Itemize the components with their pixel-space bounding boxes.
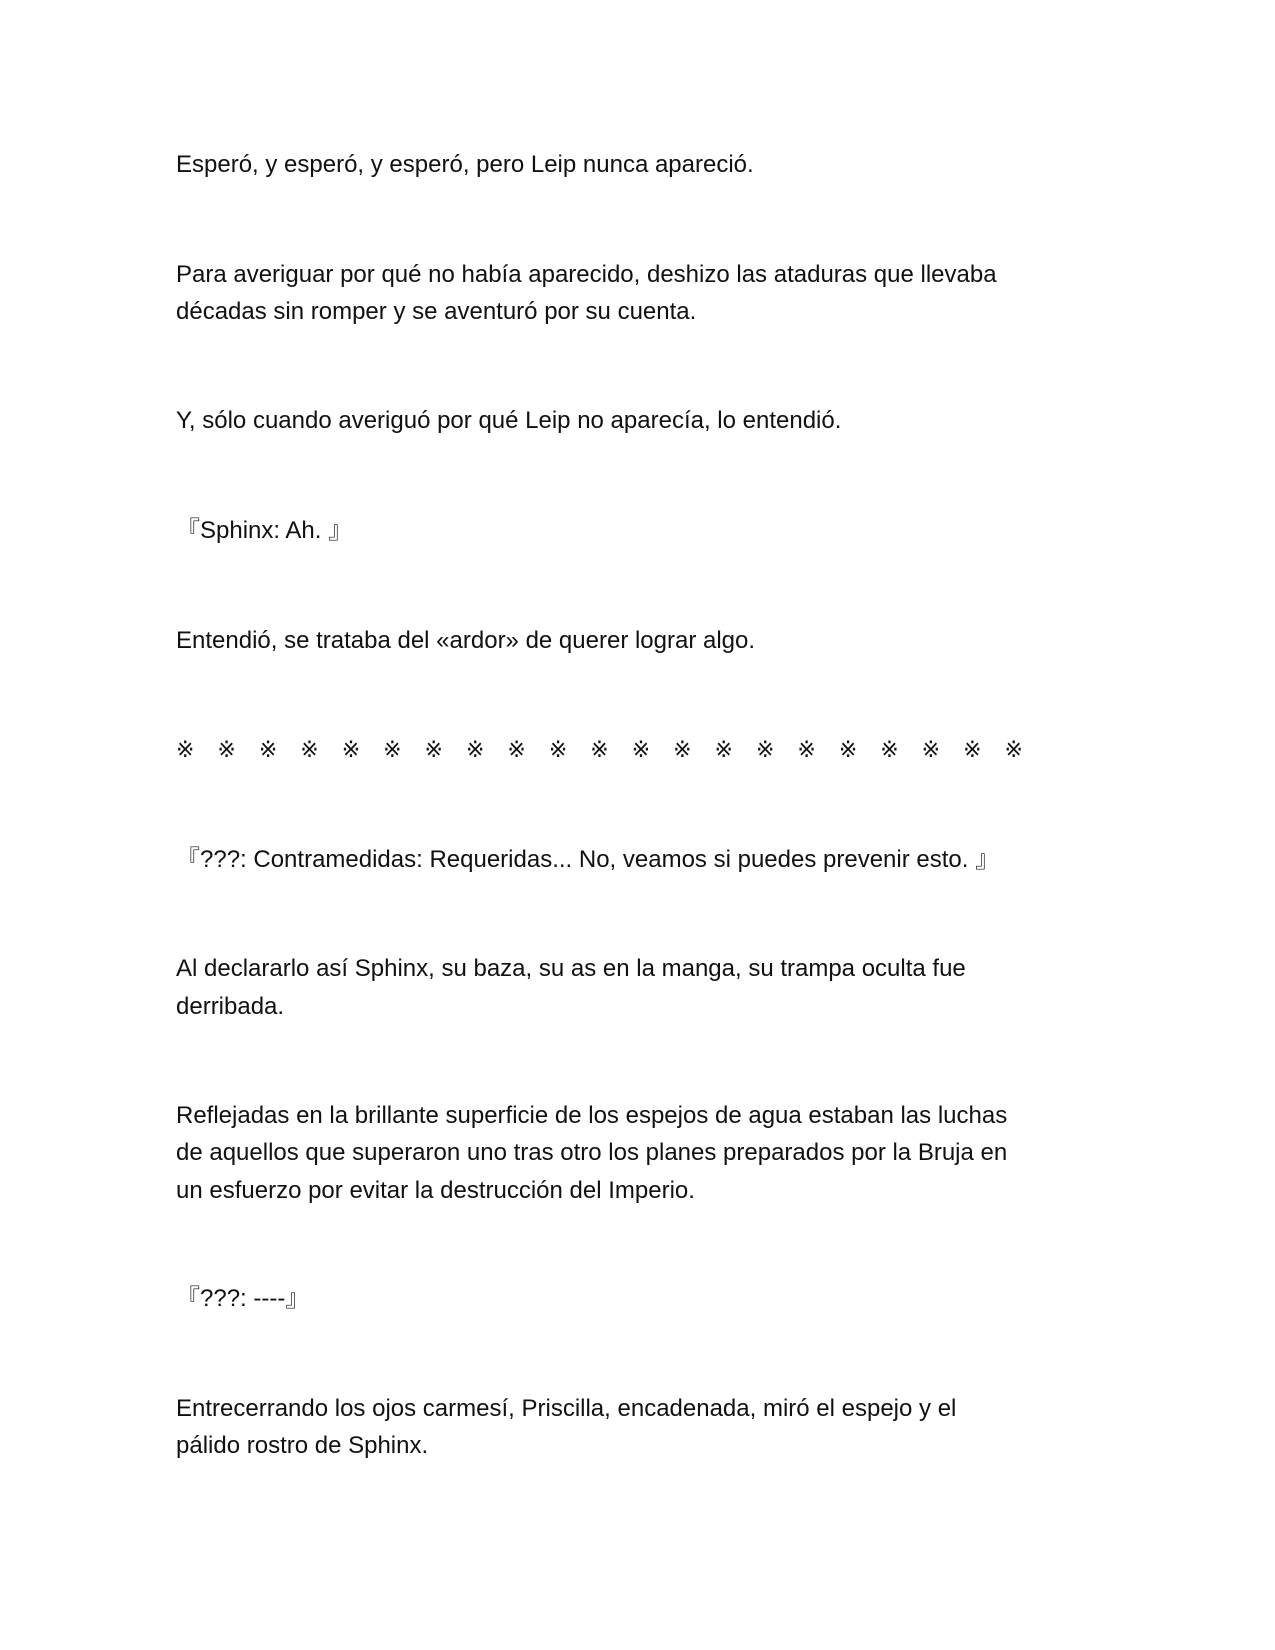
paragraph-line: Esperó, y esperó, y esperó, pero Leip nunca apareció.: [176, 151, 754, 178]
paragraph-line: un esfuerzo por evitar la destrucción del Imperio.: [176, 1177, 695, 1204]
paragraph-line: Reflejadas en la brillante superficie de los espejos de agua estaban las luchas: [176, 1102, 1008, 1129]
paragraph-line: derribada.: [176, 993, 285, 1020]
paragraph-line: Al declararlo así Sphinx, su baza, su as en la manga, su trampa oculta fue: [176, 955, 966, 982]
dialogue-line: 『???: Contramedidas: Requeridas... No, veamos si puedes prevenir esto. 』: [176, 846, 1000, 873]
paragraph-line: Para averiguar por qué no había aparecido, deshizo las ataduras que llevaba: [176, 261, 997, 288]
paragraph-line: Y, sólo cuando averiguó por qué Leip no aparecía, lo entendió.: [176, 407, 842, 434]
paragraph-line: pálido rostro de Sphinx.: [176, 1432, 429, 1459]
paragraph-line: Entrecerrando los ojos carmesí, Priscilla, encadenada, miró el espejo y el: [176, 1395, 957, 1422]
dialogue-line: 『Sphinx: Ah. 』: [176, 517, 353, 544]
section-separator: ※ ※ ※ ※ ※ ※ ※ ※ ※ ※ ※ ※ ※ ※ ※ ※ ※ ※ ※ ※ ※: [176, 738, 1031, 763]
paragraph-line: décadas sin romper y se aventuró por su cuenta.: [176, 298, 697, 325]
paragraph-line: Entendió, se trataba del «ardor» de querer lograr algo.: [176, 627, 756, 654]
paragraph-line: de aquellos que superaron uno tras otro los planes preparados por la Bruja en: [176, 1139, 1008, 1166]
dialogue-line: 『???: ----』: [176, 1285, 310, 1312]
